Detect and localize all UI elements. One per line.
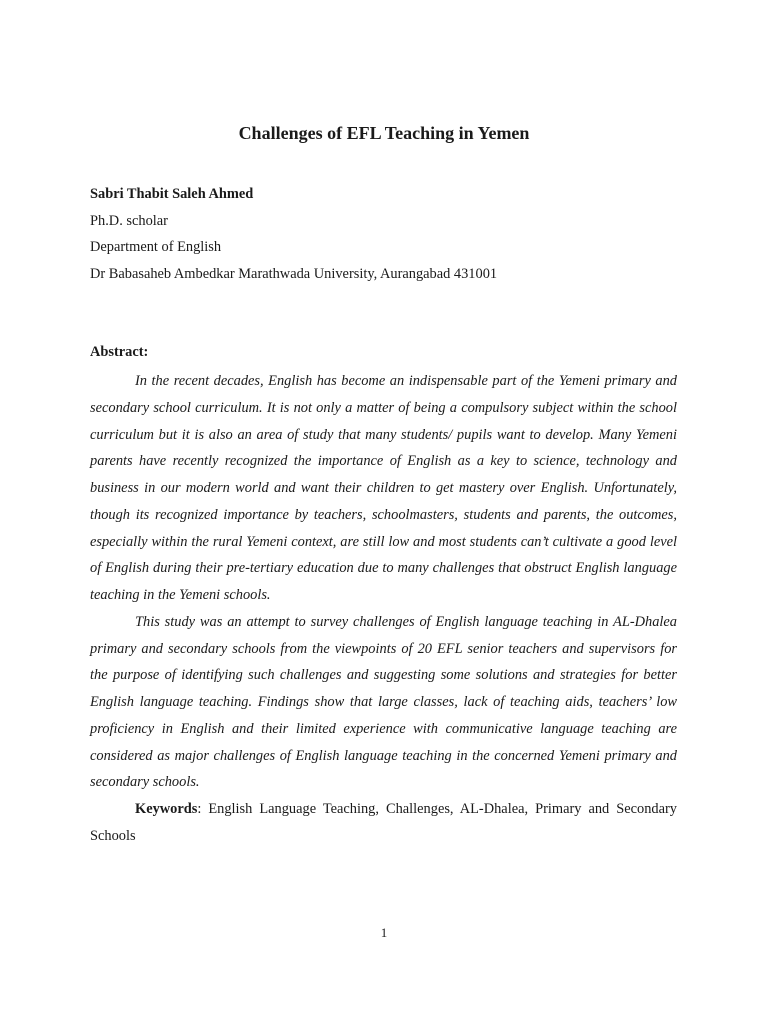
- author-name: Sabri Thabit Saleh Ahmed: [90, 186, 254, 202]
- abstract-heading: Abstract:: [90, 344, 149, 360]
- abstract-paragraph-1: In the recent decades, English has become an indispensable part of the Yemeni primary and secondary school curriculum. It is not only a matter of being a compulsory subject within the school curriculum but it is also an area of study that many students/ pupils want to develop. Many Yemeni parents have recently recognized the importance of English as a key to science, technology and business in our modern world and want their children to get mastery over English. Unfortunately, though its recognized importance by teachers, schoolmasters, students and parents, the outcomes, especially within the rural Yemeni context, are still low and most students can’t cultivate a good level of English during their pre-tertiary education due to many challenges that obstruct English language teaching in the Yemeni schools.: [90, 373, 677, 603]
- abstract-paragraph-2: This study was an attempt to survey challenges of English language teaching in AL-Dhalea primary and secondary schools from the viewpoints of 20 EFL senior teachers and supervisors for the purpose of identifying such challenges and suggesting some solutions and strategies for better English language teaching. Findings show that large classes, lack of teaching aids, teachers’ low proficiency in English and their limited experience with communicative language teaching are considered as major challenges of English language teaching in the concerned Yemeni primary and secondary schools.: [90, 613, 677, 791]
- keywords-line: [90, 796, 677, 850]
- keywords-label: Keywords: [135, 801, 198, 817]
- page-number: 1: [380, 925, 388, 940]
- paper-title: Challenges of EFL Teaching in Yemen: [238, 123, 530, 143]
- author-affiliation: Dr Babasaheb Ambedkar Marathwada University, Aurangabad 431001: [90, 265, 498, 282]
- author-block: [90, 181, 690, 287]
- abstract-body: [90, 368, 677, 850]
- author-department: Department of English: [90, 239, 222, 255]
- keywords-text: : English Language Teaching, Challenges, AL-Dhalea, Primary and Secondary Schools: [90, 801, 677, 844]
- author-position: Ph.D. scholar: [90, 212, 168, 229]
